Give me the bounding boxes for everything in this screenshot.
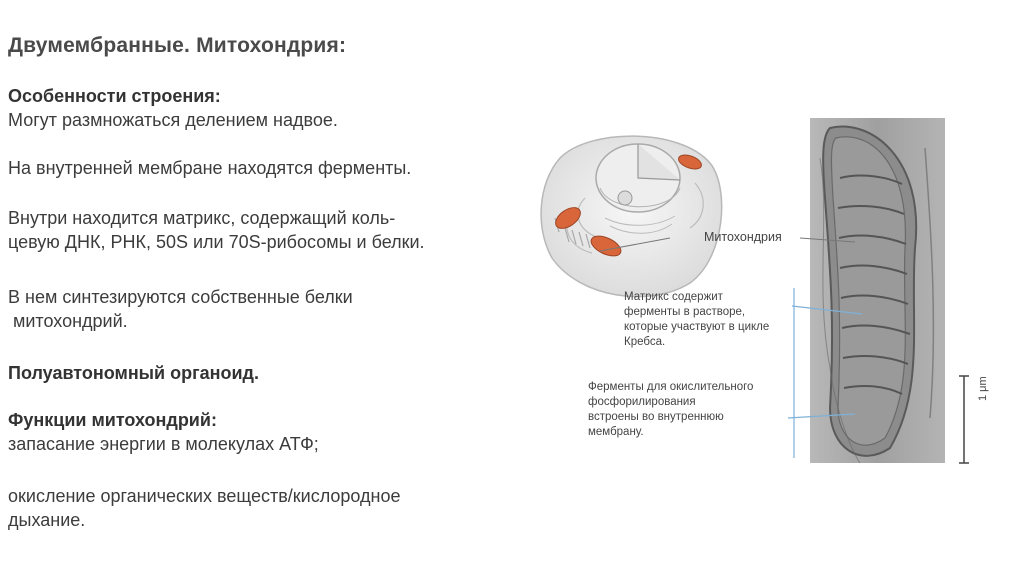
label-enzymes: Ферменты для окислительного фосфорилирования встроены во внутреннюю мембрану.: [588, 381, 754, 438]
structure-line-matrix-block: [8, 206, 528, 254]
functions-line-atp: запасание энергии в молекулах АТФ;: [8, 434, 319, 454]
structure-line-proteins-2: митохондрий.: [8, 311, 128, 331]
structure-line-proteins-block: [8, 285, 528, 333]
structure-line-proteins-1: В нем синтезируются собственные белки: [8, 287, 353, 307]
label-mitochondria: Митохондрия: [704, 230, 782, 244]
structure-line-semiautonomous: Полуавтономный органоид.: [8, 363, 259, 383]
functions-line-respiration-1: окисление органических веществ/кислородное: [8, 486, 401, 506]
scale-label: 1 μm: [977, 376, 989, 401]
functions-line-respiration-block: [8, 484, 528, 532]
structure-section: [8, 84, 528, 132]
structure-line-enzymes-block: [8, 156, 528, 180]
structure-line-semiautonomous-block: [8, 361, 528, 385]
functions-line-respiration-2: дыхание.: [8, 510, 86, 530]
slide-title: Двумембранные. Митохондрия:: [8, 34, 347, 57]
mitochondria-figure: [530, 118, 1010, 468]
structure-line-matrix-1: Внутри находится матрикс, содержащий коль-: [8, 208, 396, 228]
label-matrix: Матрикс содержит ферменты в растворе, которые участвуют в цикле Кребса.: [624, 291, 770, 348]
structure-line-enzymes: На внутренней мембране находятся ферменты.: [8, 158, 412, 178]
structure-line-matrix-2: цевую ДНК, РНК, 50S или 70S-рибосомы и белки.: [8, 232, 425, 252]
functions-section: [8, 408, 528, 456]
structure-heading: Особенности строения:: [8, 86, 221, 106]
structure-line-division: Могут размножаться делением надвое.: [8, 110, 338, 130]
functions-heading: Функции митохондрий:: [8, 410, 217, 430]
